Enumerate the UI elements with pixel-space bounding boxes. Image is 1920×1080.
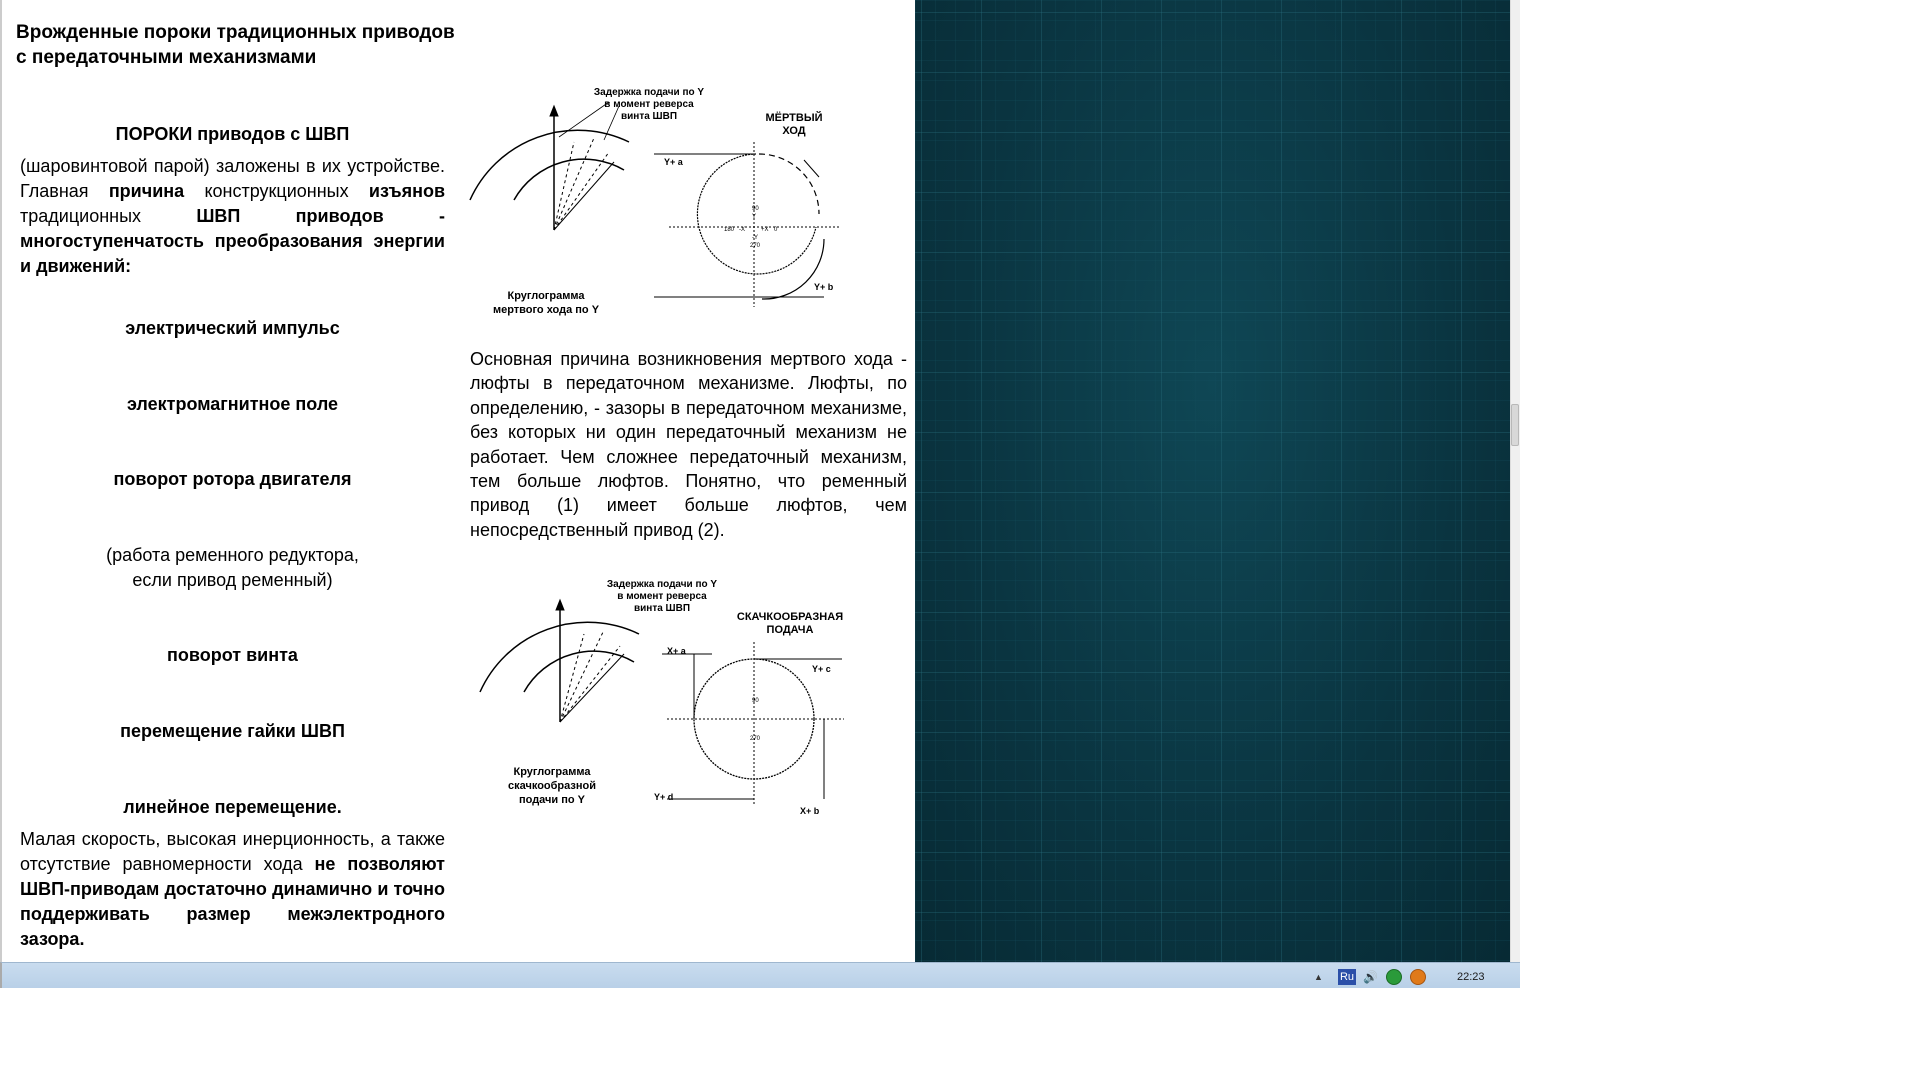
belt-note [20,543,445,593]
fig2-delay-line-1: Задержка подачи по Y [606,579,718,590]
fig2-tick-90: 90 [752,698,759,704]
outro-text-b: не позволяют ШВП-приводам достаточно динамично и точно поддерживать размер межэлектродного зазора. [20,854,445,949]
step-item: электромагнитное поле [126,394,339,414]
fig1-axis-ya: Y+ a [664,157,683,167]
intro-paragraph [20,154,445,279]
fig1-tick-mx: -X [739,227,745,233]
left-heading: ПОРОКИ приводов с ШВП [115,124,350,144]
fig2-axis-yd: Y+ d [654,792,674,802]
intro-text-c: конструкционных [184,181,369,201]
fig1-delay-line-2: в момент реверса [604,99,694,110]
language-indicator[interactable]: Ru [1339,971,1355,983]
fig2-caption-3: подачи по Y [518,794,586,806]
fig2-caption-1: Круглограмма [513,766,591,778]
fig1-caption-1: Круглограмма [507,290,585,302]
dead-travel-explanation: Основная причина возникновения мертвого хода - люфты в передаточном механизме. Люфты, по определению, - зазоры в передаточном механизме, без которых ни один передаточный механизм не работает. Чем сложнее передаточный механизм, тем больше люфтов. Понятно, что ременный привод (1) имеет больше люфтов, чем непосредственный привод (2). [470,349,907,540]
fig2-caption-2: скачкообразной [507,780,597,792]
intro-text-a: (шаровинтовой парой) заложены в их устройстве. Главная [20,156,445,201]
fig2-delay-line-2: в момент реверса [617,591,707,602]
title-line-2: с передаточными механизмами [16,47,317,68]
fig1-delay-line-1: Задержка подачи по Y [593,87,705,98]
fig2-delay-line-3: винта ШВП [633,603,691,614]
show-hidden-icons-button[interactable]: ▲ [1314,972,1323,982]
network-icon[interactable] [1386,969,1402,985]
taskbar [0,962,1520,988]
fig1-delay-line-3: винта ШВП [620,111,678,122]
fig2-jump-feed-1: СКАЧКООБРАЗНАЯ [736,611,844,623]
fig1-tick-90: 90 [752,206,759,212]
page-title [16,20,455,70]
step-item: линейное перемещение. [123,797,342,817]
fig2-axis-xa: X+ a [667,646,686,656]
fig1-tick-my: -Y [752,235,758,241]
step-item: электрический импульс [125,318,340,338]
fig1-dead-travel-2: ХОД [782,125,806,137]
desktop-wallpaper [915,0,1510,962]
update-icon[interactable] [1410,969,1426,985]
fig1-tick-180: 180 [724,227,735,233]
jump-feed-diagram [472,574,872,826]
fig1-axis-yb: Y+ b [814,282,834,292]
intro-text-f: ШВП приводов - многоступенчатость преобразования энергии и движений: [20,206,445,276]
outro-text-a: Малая скорость, высокая инерционность, а также отсутствие равномерности хода [20,829,445,874]
belt-note-line-1: (работа ременного редуктора, [106,545,359,565]
outro-paragraph [20,827,445,952]
dead-travel-diagram [464,82,864,334]
fig2-tick-270: 270 [750,736,761,742]
fig2-jump-feed-2: ПОДАЧА [766,624,814,636]
intro-text-b: причина [108,181,185,201]
fig1-tick-270: 270 [750,243,761,249]
step-item: поворот винта [167,645,298,665]
fig1-caption-2: мертвого хода по Y [492,304,600,316]
fig1-tick-0: 0 [774,227,778,233]
volume-icon[interactable]: 🔊 [1363,970,1378,984]
step-item: перемещение гайки ШВП [120,721,345,741]
fig2-axis-yc: Y+ c [812,664,831,674]
fig2-axis-xb: X+ b [800,806,820,816]
clock[interactable]: 22:23 [1457,971,1485,983]
scrollbar-thumb[interactable] [1511,404,1519,446]
intro-text-d: изъянов [368,181,446,201]
title-line-1: Врожденные пороки традиционных приводов [16,22,455,43]
belt-note-line-2: если привод ременный) [132,570,333,590]
document-page [0,0,915,962]
fig1-tick-y: Y [752,214,757,220]
step-item: поворот ротора двигателя [113,469,352,489]
fig1-dead-travel-1: МЁРТВЫЙ [765,112,823,124]
intro-text-e: традиционных [20,206,197,226]
scrollbar-track[interactable] [1510,0,1520,962]
fig1-tick-px: +X [761,227,769,233]
